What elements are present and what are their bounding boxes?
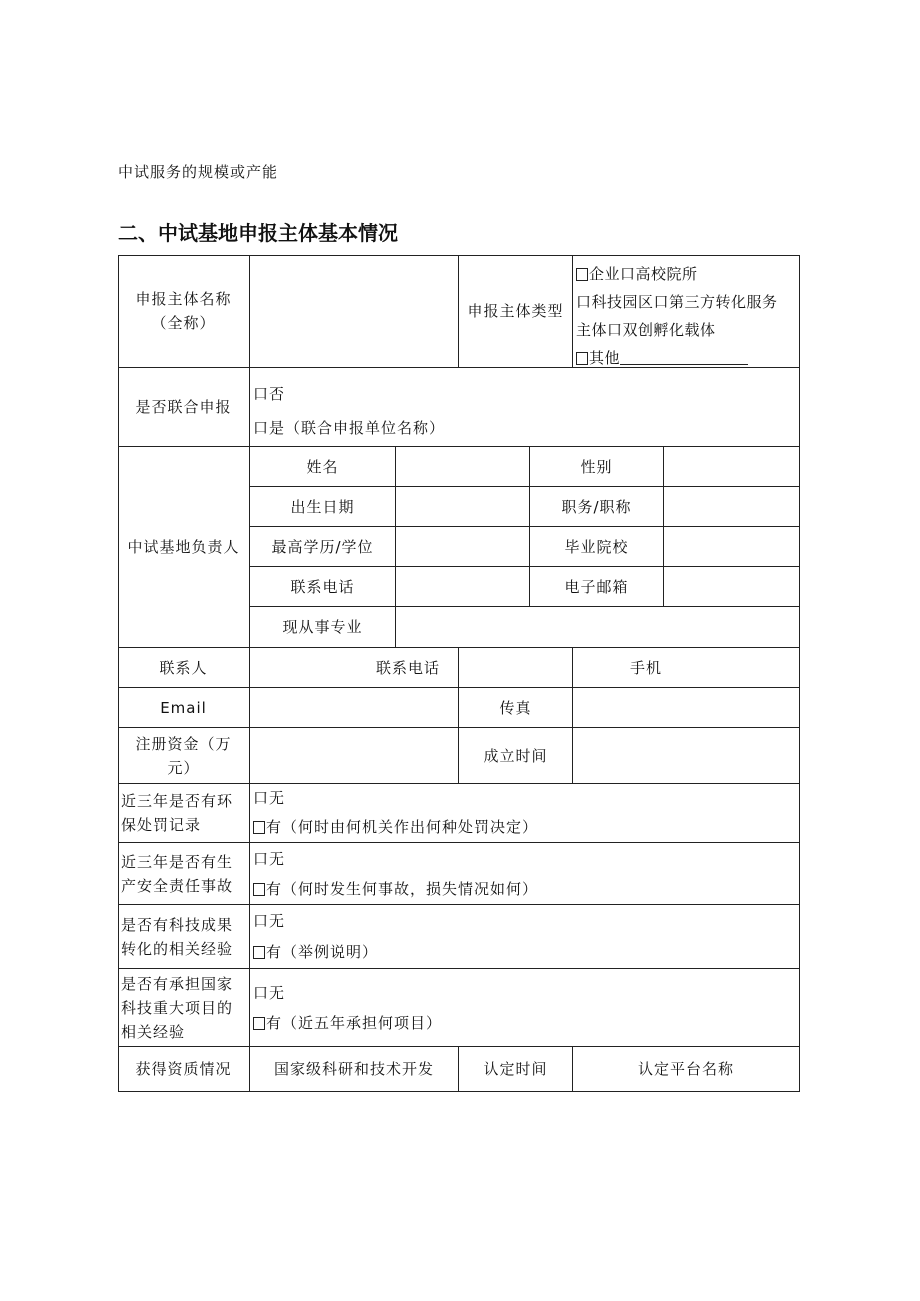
qualification-col-date: 认定时间 — [459, 1047, 573, 1092]
name-value[interactable] — [396, 447, 530, 487]
applicant-type-options — [573, 255, 800, 368]
national-label: 是否有承担国家 科技重大项目的 相关经验 — [118, 969, 250, 1047]
school-label: 毕业院校 — [530, 527, 664, 567]
checkbox-third-party[interactable]: 口 — [653, 293, 670, 311]
checkbox-university[interactable]: 口 — [620, 265, 636, 283]
contact-phone-area[interactable] — [250, 648, 459, 688]
safety-no-text: 无 — [269, 849, 286, 868]
joint-options — [250, 368, 800, 447]
major-label: 现从事专业 — [250, 607, 396, 648]
founded-label: 成立时间 — [459, 728, 573, 784]
checkbox-env-no[interactable]: 口 — [253, 789, 270, 807]
founded-value[interactable] — [573, 728, 800, 784]
env-yes-text: 有（何时由何机关作出何种处罚决定） — [266, 818, 539, 836]
env-options — [250, 784, 800, 843]
contact-phone-label: 联系电话 — [376, 659, 441, 677]
safety-label: 近三年是否有生 产安全责任事故 — [118, 843, 250, 905]
qualification-col-platform: 认定平台名称 — [573, 1047, 800, 1092]
birth-value[interactable] — [396, 487, 530, 527]
checkbox-safety-no[interactable]: 口 — [253, 849, 270, 868]
gender-value[interactable] — [664, 447, 800, 487]
mobile-label: 手机 — [573, 648, 800, 688]
email-value[interactable] — [250, 688, 459, 728]
option-third-party-cont: 主体 — [576, 321, 608, 339]
applicant-name-value[interactable] — [250, 255, 459, 368]
checkbox-tech-no[interactable]: 口 — [253, 911, 270, 930]
qualification-label: 获得资质情况 — [118, 1047, 250, 1092]
section-heading: 二、中试基地申报主体基本情况 — [118, 221, 398, 245]
checkbox-env-yes[interactable] — [253, 821, 265, 834]
education-value[interactable] — [396, 527, 530, 567]
education-label: 最高学历/学位 — [250, 527, 396, 567]
birth-label: 出生日期 — [250, 487, 396, 527]
safety-yes-text: 有（何时发生何事故，损失情况如何） — [266, 879, 539, 898]
option-incubator: 双创孵化载体 — [622, 321, 716, 339]
checkbox-tech-yes[interactable] — [253, 946, 265, 959]
checkbox-tech-park[interactable]: 口 — [576, 293, 592, 311]
checkbox-joint-no[interactable]: 口 — [253, 385, 270, 403]
joint-yes-text: 是（联合申报单位名称） — [269, 419, 446, 437]
capital-value[interactable] — [250, 728, 459, 784]
option-other: 其他 — [589, 349, 621, 367]
checkbox-incubator[interactable]: 口 — [607, 321, 623, 339]
option-tech-park: 科技园区 — [591, 293, 654, 311]
joint-label: 是否联合申报 — [118, 368, 250, 447]
joint-no-text: 否 — [269, 385, 286, 403]
option-university: 高校院所 — [635, 265, 698, 283]
contact-label: 联系人 — [118, 648, 250, 688]
checkbox-national-no[interactable]: 口 — [253, 983, 270, 1002]
applicant-type-label: 申报主体类型 — [459, 255, 573, 368]
option-enterprise: 企业 — [589, 265, 621, 283]
tech-yes-text: 有（举例说明） — [266, 942, 379, 961]
email-label: Email — [118, 688, 250, 728]
national-yes-text: 有（近五年承担何项目） — [266, 1013, 443, 1032]
qualification-col-national: 国家级科研和技术开发 — [250, 1047, 459, 1092]
name-label: 姓名 — [250, 447, 396, 487]
checkbox-other[interactable] — [576, 352, 588, 365]
gender-label: 性别 — [530, 447, 664, 487]
school-value[interactable] — [664, 527, 800, 567]
leader-label: 中试基地负责人 — [118, 447, 250, 648]
national-no-text: 无 — [269, 983, 286, 1002]
phone-value[interactable] — [396, 567, 530, 607]
fax-label: 传真 — [459, 688, 573, 728]
preceding-line: 中试服务的规模或产能 — [118, 163, 279, 181]
env-label: 近三年是否有环 保处罚记录 — [118, 784, 250, 843]
tech-label: 是否有科技成果 转化的相关经验 — [118, 905, 250, 969]
national-options — [250, 969, 800, 1047]
checkbox-safety-yes[interactable] — [253, 883, 265, 896]
capital-label: 注册资金（万 元） — [118, 728, 250, 784]
email-cn-value[interactable] — [664, 567, 800, 607]
other-blank-line[interactable] — [620, 350, 748, 365]
phone-label: 联系电话 — [250, 567, 396, 607]
safety-options — [250, 843, 800, 905]
major-value[interactable] — [396, 607, 800, 648]
contact-phone-value[interactable] — [459, 648, 573, 688]
email-cn-label: 电子邮箱 — [530, 567, 664, 607]
position-value[interactable] — [664, 487, 800, 527]
checkbox-joint-yes[interactable]: 口 — [253, 419, 270, 437]
position-label: 职务/职称 — [530, 487, 664, 527]
checkbox-national-yes[interactable] — [253, 1017, 265, 1030]
env-no-text: 无 — [269, 789, 286, 807]
tech-options — [250, 905, 800, 969]
applicant-name-label: 申报主体名称 （全称） — [118, 255, 250, 368]
checkbox-enterprise[interactable] — [576, 268, 588, 281]
fax-value[interactable] — [573, 688, 800, 728]
option-third-party: 第三方转化服务 — [669, 293, 778, 311]
tech-no-text: 无 — [269, 911, 286, 930]
